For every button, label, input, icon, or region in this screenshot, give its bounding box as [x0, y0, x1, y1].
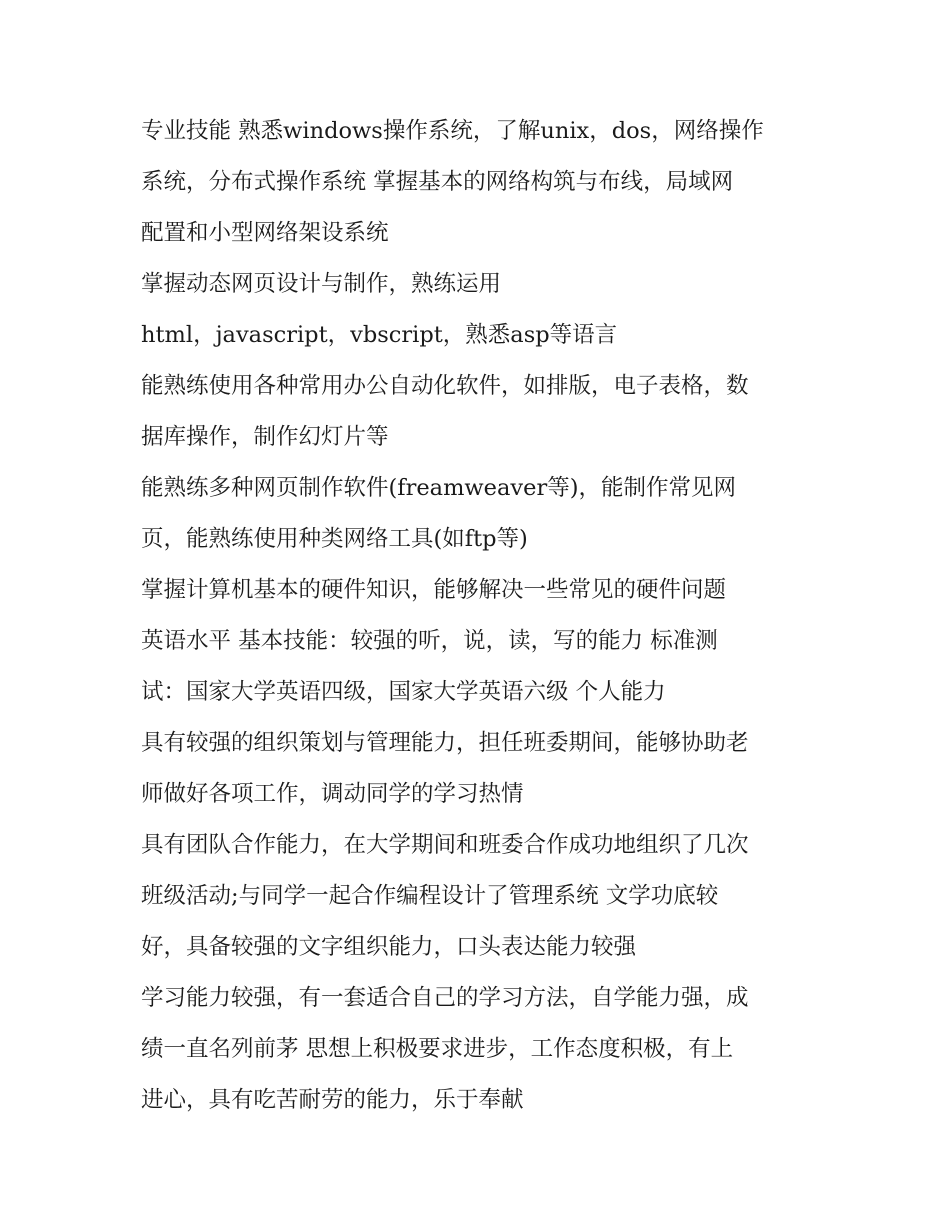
- text-line: 能熟练多种网页制作软件(freamweaver等)，能制作常见网: [141, 475, 736, 501]
- text-line: 英语水平 基本技能：较强的听，说，读，写的能力 标准测: [141, 628, 718, 654]
- text-line: 学习能力较强，有一套适合自己的学习方法，自学能力强，成: [141, 985, 749, 1011]
- text-line: 具有团队合作能力，在大学期间和班委合作成功地组织了几次: [141, 832, 749, 858]
- text-line: 专业技能 熟悉windows操作系统，了解unix，dos，网络操作: [141, 118, 764, 144]
- text-line: 页，能熟练使用种类网络工具(如ftp等): [141, 526, 528, 552]
- text-line: 掌握动态网页设计与制作，熟练运用: [141, 271, 502, 297]
- text-line: 绩一直名列前茅 思想上积极要求进步，工作态度积极，有上: [141, 1036, 734, 1062]
- text-line: 掌握计算机基本的硬件知识，能够解决一些常见的硬件问题: [141, 577, 727, 603]
- text-line: 班级活动;与同学一起合作编程设计了管理系统 文学功底较: [141, 883, 719, 909]
- text-line: 能熟练使用各种常用办公自动化软件，如排版，电子表格，数: [141, 373, 749, 399]
- text-line: 师做好各项工作，调动同学的学习热情: [141, 781, 524, 807]
- text-line: 系统，分布式操作系统 掌握基本的网络构筑与布线，局域网: [141, 169, 734, 195]
- text-line: 据库操作，制作幻灯片等: [141, 424, 389, 450]
- text-line: 试：国家大学英语四级，国家大学英语六级 个人能力: [141, 679, 666, 705]
- text-line: 具有较强的组织策划与管理能力，担任班委期间，能够协助老: [141, 730, 749, 756]
- document-body: [141, 106, 831, 1126]
- text-line: 进心，具有吃苦耐劳的能力，乐于奉献: [141, 1087, 524, 1113]
- text-line: 好，具备较强的文字组织能力，口头表达能力较强: [141, 934, 637, 960]
- text-line: html，javascript，vbscript，熟悉asp等语言: [141, 322, 618, 348]
- text-line: 配置和小型网络架设系统: [141, 220, 389, 246]
